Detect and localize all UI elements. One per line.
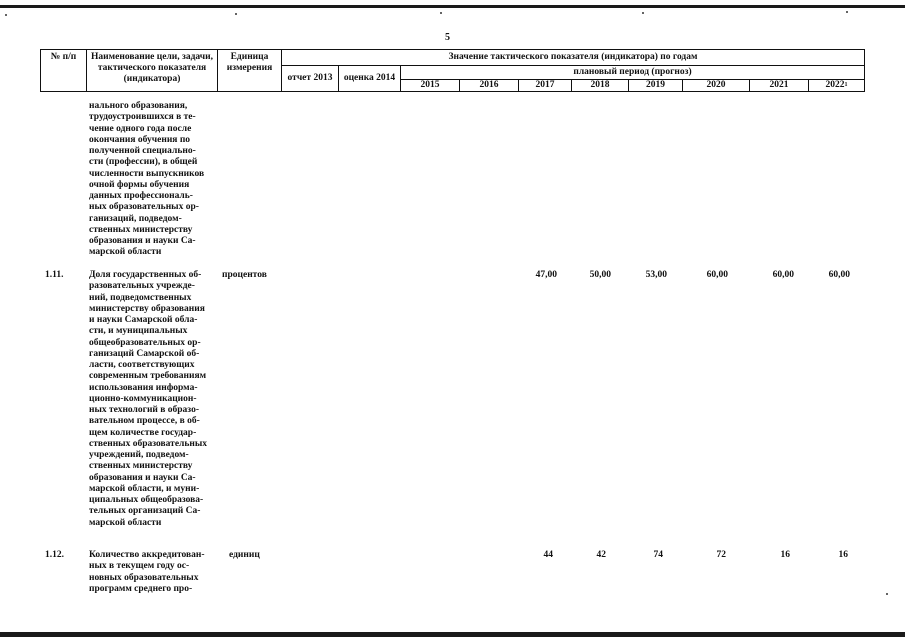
row-value-2017: 44 <box>543 550 553 560</box>
header-year: 2022 <box>825 80 845 90</box>
scan-speck <box>846 11 848 13</box>
header-estimate-2014: оценка 2014 <box>338 65 401 92</box>
header-year: 2018 <box>571 79 629 92</box>
row-value-2019: 53,00 <box>645 270 667 280</box>
header-report-2013: отчет 2013 <box>281 65 339 92</box>
row-value-2018: 50,00 <box>589 270 611 280</box>
row-name: Доля государственных об- разовательных учрежде- ний, подведомственных министерству образования и науки Самарской обла- сти, и муниципальных общеобразовательных ор- ганизаций Самарской об- ласти, соответствующих современным требованиям использования информа- ционно-коммуникацион- ных технологий в образо- вательном процессе, в об- щем количестве государ- ственных образовательных учреждений, подведом- ственных министерству образования и науки Са- марской области, и муни- ципальных общеобразова- тельных организаций Са- марской области <box>89 270 208 528</box>
header-year: 2017 <box>518 79 572 92</box>
row-value-2017: 47,00 <box>535 270 557 280</box>
row-value-2020: 72 <box>716 550 726 560</box>
scan-bottom-border <box>0 632 905 637</box>
row-value-2022: 60,00 <box>828 270 850 280</box>
header-year: 2019 <box>628 79 683 92</box>
row-value-2021: 60,00 <box>772 270 794 280</box>
header-year: 2016 <box>459 79 519 92</box>
scan-speck <box>440 12 442 14</box>
row-value-2018: 42 <box>596 550 606 560</box>
scan-speck <box>642 12 644 14</box>
row-value-2019: 74 <box>653 550 663 560</box>
row-value-2022: 16 <box>838 550 848 560</box>
header-year: 2015 <box>400 79 460 92</box>
header-group-title: Значение тактического показателя (индикатора) по годам <box>281 49 865 66</box>
header-year: 2021 <box>749 79 809 92</box>
header-year-2022 <box>808 79 865 92</box>
row-value-2021: 16 <box>780 550 790 560</box>
scan-speck <box>886 593 888 595</box>
header-col-num: № п/п <box>40 49 87 92</box>
row-unit: единиц <box>229 550 260 560</box>
row-number: 1.12. <box>45 550 64 560</box>
scan-speck <box>235 13 237 15</box>
header-col-name: Наименование цели, задачи, тактического показателя (индикатора) <box>86 49 218 92</box>
row-unit: процентов <box>222 270 267 280</box>
row-name: Количество аккредитован- ных в текущем году ос- новных образовательных программ среднего про- <box>89 550 205 594</box>
footnote-mark: 1 <box>844 82 848 88</box>
header-year: 2020 <box>682 79 750 92</box>
scan-speck <box>5 14 7 16</box>
scan-top-border <box>0 5 905 8</box>
row-value-2020: 60,00 <box>706 270 728 280</box>
page-number: 5 <box>445 32 450 43</box>
header-col-unit: Единица измерения <box>217 49 282 92</box>
row-name: нального образования, трудоустроившихся в те- чение одного года после окончания обучения по полученной специально- сти (профессии), в общей численности выпускников очной формы обучения данных профессиональ- ных образовательных ор- ганизаций, подведом- ственных министерству образования и науки Са- марской области <box>89 101 205 258</box>
header-planned-period: плановый период (прогноз) <box>400 65 865 80</box>
row-number: 1.11. <box>45 270 64 280</box>
